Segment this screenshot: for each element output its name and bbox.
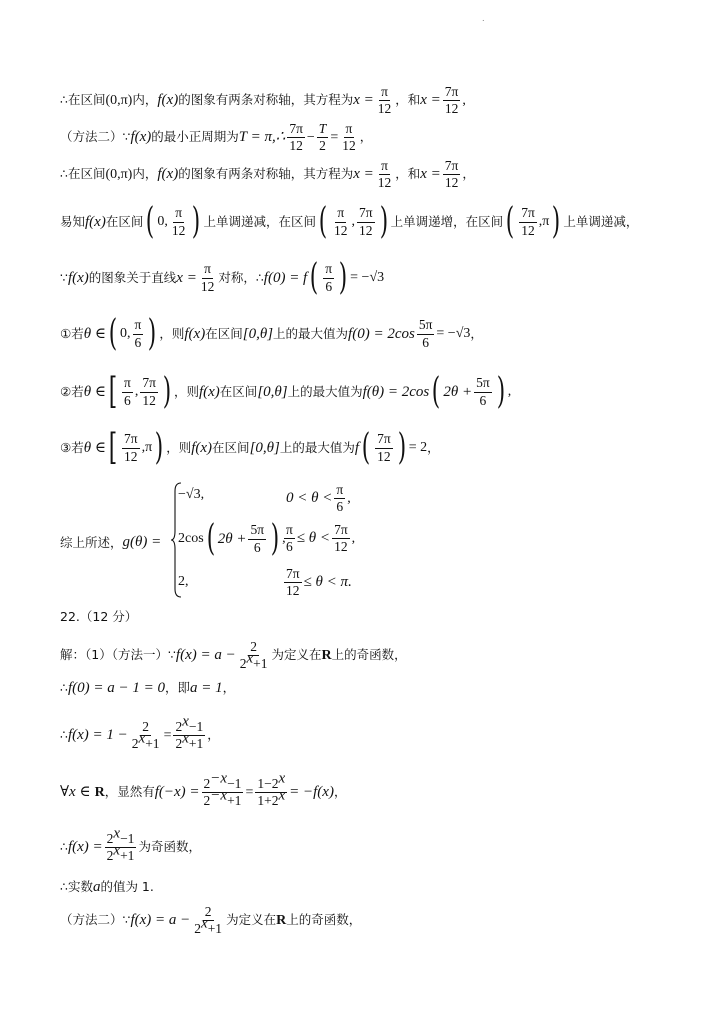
numerator: 7π xyxy=(287,122,305,138)
text: 的图象关于直线 xyxy=(88,269,177,285)
fraction xyxy=(519,206,537,237)
denominator: 12 xyxy=(289,138,303,154)
numerator: T xyxy=(317,122,329,138)
numerator: 7π xyxy=(140,376,158,392)
numerator: π xyxy=(173,206,184,222)
math: ∀x ∈ xyxy=(60,784,91,801)
line-5 xyxy=(60,257,385,298)
fraction xyxy=(317,122,329,153)
bracket-right: ) xyxy=(154,427,164,468)
text: ， xyxy=(359,129,373,145)
math: 2θ + xyxy=(443,383,473,400)
text: 解：（1）（方法一）∵ xyxy=(60,647,176,663)
math: f(0) = a − 1 = 0 xyxy=(67,680,165,696)
fraction xyxy=(105,825,137,864)
text: 易知 xyxy=(60,213,86,229)
base: 2 xyxy=(239,656,247,672)
text: （方法二）∵ xyxy=(60,129,131,145)
line-3 xyxy=(60,159,475,190)
base: 2 xyxy=(175,736,183,752)
q22-line-4 xyxy=(60,770,347,809)
denominator: 12 xyxy=(359,222,373,238)
denominator: 12 xyxy=(377,175,392,191)
text: 在区间 xyxy=(205,325,243,341)
numerator: π xyxy=(379,85,390,101)
math: x = xyxy=(353,92,374,109)
text: 为奇函数， xyxy=(138,839,201,855)
fraction xyxy=(332,523,350,554)
math: 0 < θ < xyxy=(286,490,333,507)
paren-right: ) xyxy=(338,257,348,298)
math: x = xyxy=(176,269,197,286)
line-2 xyxy=(60,122,372,153)
line-8 xyxy=(60,427,440,468)
math: , xyxy=(134,384,139,399)
numerator: 2 xyxy=(203,905,214,921)
exponent: x xyxy=(113,825,121,842)
math: x = xyxy=(420,166,441,183)
paren-left: ( xyxy=(361,427,371,468)
fraction xyxy=(443,159,461,190)
denominator: 12 xyxy=(334,539,348,555)
text: 的值为 1. xyxy=(100,879,154,895)
fraction xyxy=(323,262,334,293)
numerator: π xyxy=(284,523,295,539)
base: 2 xyxy=(175,719,183,734)
exponent: −x xyxy=(210,787,228,804)
paren-left: ( xyxy=(146,201,155,242)
math: f(x) = a − xyxy=(130,912,191,929)
math: a = 1 xyxy=(190,680,223,696)
text: 对称，∴ xyxy=(218,269,264,285)
math: ,π xyxy=(141,440,153,455)
text: ，即 xyxy=(164,680,190,696)
denominator xyxy=(192,915,224,937)
numerator: 7π xyxy=(443,85,461,101)
exponent: −x xyxy=(210,770,228,787)
numerator: 7π xyxy=(519,206,537,222)
math: −√3, xyxy=(178,487,205,502)
denominator: 12 xyxy=(124,448,138,464)
fraction xyxy=(287,122,305,153)
text: ∴实数 xyxy=(60,879,93,895)
text: 在区间 xyxy=(105,213,144,229)
text: ， xyxy=(207,727,220,743)
numerator: π xyxy=(344,122,355,138)
denominator: 6 xyxy=(325,278,333,294)
math: = 2 xyxy=(408,440,428,455)
question-22-heading xyxy=(60,611,137,624)
math: , xyxy=(282,531,286,546)
fraction xyxy=(357,206,375,237)
fraction xyxy=(199,262,217,293)
math: f(0) = f xyxy=(263,269,308,286)
math: , xyxy=(351,530,356,546)
tail: +1 xyxy=(207,921,223,937)
numerator: 2 xyxy=(140,720,151,736)
line-4 xyxy=(60,201,639,242)
denominator: 12 xyxy=(521,222,535,238)
denominator: 2 xyxy=(319,138,326,154)
math: g(θ) = xyxy=(122,533,162,550)
denominator: 6 xyxy=(253,539,261,555)
math: f(x) xyxy=(157,92,179,109)
numerator: 7π xyxy=(284,567,302,583)
text: ∵ xyxy=(60,269,68,285)
text: 上的最大值为 xyxy=(273,325,349,341)
math: , xyxy=(351,214,356,229)
tail: −1 xyxy=(227,776,242,791)
fraction xyxy=(122,432,140,463)
numerator: π xyxy=(122,376,133,392)
math: f(x) xyxy=(157,166,179,183)
numerator: π xyxy=(202,262,213,278)
case-2-condition xyxy=(282,523,355,554)
piecewise-summary xyxy=(60,481,460,601)
denominator: 12 xyxy=(444,101,459,117)
text: 上的最大值为 xyxy=(279,439,355,455)
paren-left: ( xyxy=(310,257,319,298)
text: ， xyxy=(462,166,475,182)
text: 在区间 xyxy=(212,439,250,455)
math: f(x) = a − xyxy=(175,647,236,664)
numerator: 2 xyxy=(248,640,259,656)
exponent: x xyxy=(278,787,286,804)
exponent: x xyxy=(278,770,286,787)
text: ∴ xyxy=(60,680,68,696)
text: 内， xyxy=(132,92,158,108)
text: ③若 xyxy=(60,439,84,455)
numerator: 7π xyxy=(375,432,393,448)
denominator xyxy=(173,730,205,752)
piecewise-label xyxy=(60,533,161,551)
denominator: 12 xyxy=(334,222,348,238)
text: ， xyxy=(333,784,347,800)
tail: +1 xyxy=(120,848,135,864)
denominator xyxy=(255,787,287,809)
q22-line-3 xyxy=(60,713,220,752)
text: ，和 xyxy=(395,92,421,108)
denominator: 12 xyxy=(444,175,459,191)
fraction xyxy=(443,85,461,116)
math: − xyxy=(306,129,315,145)
fraction xyxy=(474,376,492,407)
text: （方法二）∵ xyxy=(60,912,131,928)
fraction xyxy=(255,770,287,809)
exponent: x xyxy=(182,713,189,730)
math: (0,π) xyxy=(105,166,133,182)
math: f(θ) = 2cos xyxy=(362,383,430,400)
denominator: 6 xyxy=(479,392,487,408)
exponent: x xyxy=(201,915,208,932)
math: (0,π) xyxy=(105,92,133,108)
exponent: x xyxy=(182,730,189,747)
line-6 xyxy=(60,313,483,354)
denominator xyxy=(202,787,244,809)
numerator: 5π xyxy=(417,318,435,334)
numerator: π xyxy=(133,318,144,334)
case-3-condition xyxy=(282,567,352,598)
bracket-right: ) xyxy=(148,313,157,354)
line-1 xyxy=(60,85,466,116)
math: x = xyxy=(353,166,374,183)
math: T = π,∴ xyxy=(238,129,286,146)
numerator xyxy=(105,825,137,848)
base: 2 xyxy=(203,793,211,809)
base: 1+2 xyxy=(257,793,279,809)
numerator: 5π xyxy=(474,376,492,392)
paren-right: ) xyxy=(397,427,406,468)
paren-left: ( xyxy=(505,201,515,242)
denominator: 12 xyxy=(377,448,391,464)
math: 2, xyxy=(178,574,189,589)
math: 0, xyxy=(157,214,168,229)
math: f(x) xyxy=(85,213,106,230)
bracket-left: [ xyxy=(108,371,118,412)
denominator: 12 xyxy=(377,101,392,117)
text: , xyxy=(462,92,466,108)
math: f(x) xyxy=(184,325,206,342)
text: ①若 xyxy=(60,325,84,341)
fraction xyxy=(130,720,162,751)
q22-line-7 xyxy=(60,905,361,936)
math: a xyxy=(92,879,101,895)
math: = xyxy=(245,784,254,800)
numerator: π xyxy=(323,262,334,278)
text: ， xyxy=(470,325,483,341)
fraction xyxy=(332,206,350,237)
numerator: 7π xyxy=(357,206,375,222)
fraction xyxy=(375,432,393,463)
math: f(−x) = xyxy=(154,784,200,801)
paren-right: ) xyxy=(192,201,201,242)
math: f(x) xyxy=(130,129,152,146)
math: θ ∈ xyxy=(83,325,106,342)
text: ，则 xyxy=(159,325,185,341)
fraction xyxy=(376,159,394,190)
base: 2 xyxy=(106,848,114,864)
fraction xyxy=(133,318,144,349)
base: 2 xyxy=(203,776,211,791)
tail: −1 xyxy=(120,831,135,846)
q22-line-1 xyxy=(60,640,407,671)
tail: +1 xyxy=(227,793,242,809)
numerator: 7π xyxy=(122,432,140,448)
numerator: π xyxy=(335,206,346,222)
paren-right: ) xyxy=(270,518,280,559)
text: ②若 xyxy=(60,383,84,399)
math: f(0) = 2cos xyxy=(348,325,415,342)
tail: +1 xyxy=(188,736,204,752)
math: = −f(x) xyxy=(289,784,334,801)
base: 2 xyxy=(106,831,114,846)
denominator: 12 xyxy=(286,583,300,599)
fraction xyxy=(202,770,244,809)
case-1 xyxy=(178,487,204,503)
q22-line-6 xyxy=(60,880,154,895)
text: 内， xyxy=(132,166,158,182)
denominator: 12 xyxy=(171,222,186,238)
denominator: 12 xyxy=(200,278,215,294)
text: ， xyxy=(427,439,440,455)
page-dot: . xyxy=(482,14,485,23)
text: 的图象有两条对称轴，其方程为 xyxy=(178,166,354,182)
text: ∴在区间 xyxy=(60,166,106,182)
text: ， xyxy=(222,680,236,696)
fraction xyxy=(122,376,133,407)
paren-right: ) xyxy=(496,371,505,412)
denominator: 12 xyxy=(142,392,156,408)
base: 1−2 xyxy=(257,776,279,791)
text: 上单调递增，在区间 xyxy=(390,213,504,229)
exponent: x xyxy=(138,730,146,747)
q22-line-5 xyxy=(60,825,201,864)
text: 的图象有两条对称轴，其方程为 xyxy=(178,92,354,108)
paren-left: ( xyxy=(318,201,328,242)
math: ,π xyxy=(538,214,550,229)
math: θ ∈ xyxy=(83,439,106,456)
math: θ ∈ xyxy=(83,383,106,400)
fraction xyxy=(140,376,158,407)
denominator xyxy=(130,730,162,752)
paren-right: ) xyxy=(379,201,388,242)
math: f(x) xyxy=(191,439,213,456)
math: x = xyxy=(420,92,441,109)
text: 综上所述， xyxy=(60,535,123,550)
q22-line-2 xyxy=(60,681,235,696)
numerator: π xyxy=(334,483,345,499)
text: ，则 xyxy=(166,439,192,455)
math: , xyxy=(347,490,351,506)
math: f(x) xyxy=(198,383,220,400)
fraction xyxy=(173,713,205,752)
fraction xyxy=(340,122,358,153)
math: 2cos xyxy=(178,531,204,546)
text: 上的最大值为 xyxy=(287,383,363,399)
math: = xyxy=(330,129,339,145)
math: = −√3 xyxy=(436,326,471,341)
text: ，显然有 xyxy=(104,784,155,800)
denominator: 6 xyxy=(124,392,131,408)
text: 22.（12 分） xyxy=(60,609,138,624)
math: ≤ θ < π. xyxy=(303,574,352,591)
text: , xyxy=(507,384,512,399)
paren-right: ) xyxy=(552,201,561,242)
text: 为定义在 xyxy=(226,912,277,928)
denominator xyxy=(238,650,270,672)
math: [0,θ] xyxy=(249,439,280,456)
denominator xyxy=(105,842,137,864)
text: 上单调递减，在区间 xyxy=(203,213,316,229)
exponent: x xyxy=(246,650,254,667)
numerator: π xyxy=(379,159,390,175)
fraction xyxy=(192,905,224,936)
text: 为定义在 xyxy=(271,647,322,663)
fraction xyxy=(417,318,435,349)
reals-symbol: R xyxy=(94,784,105,800)
text: 上的奇函数， xyxy=(286,912,362,928)
math: f xyxy=(354,439,360,456)
fraction xyxy=(284,523,295,554)
numerator: 7π xyxy=(332,523,350,539)
fraction xyxy=(238,640,270,671)
base: 2 xyxy=(131,736,139,752)
fraction xyxy=(334,483,345,514)
tail: +1 xyxy=(253,656,268,672)
text: 的最小正周期为 xyxy=(151,129,239,145)
denominator: 6 xyxy=(286,539,293,555)
fraction xyxy=(248,523,266,554)
text: ∴ xyxy=(60,727,68,743)
math: [0,θ] xyxy=(242,325,274,342)
denominator: 6 xyxy=(336,499,344,515)
text: 上的奇函数， xyxy=(331,647,407,663)
bracket-left: ( xyxy=(108,313,118,354)
tail: −1 xyxy=(188,719,204,734)
numerator: 7π xyxy=(443,159,461,175)
numerator: 5π xyxy=(248,523,266,539)
denominator: 6 xyxy=(134,334,142,350)
math: 2θ + xyxy=(217,530,247,547)
case-1-condition xyxy=(286,483,351,514)
math: f(x) xyxy=(67,269,89,286)
line-7 xyxy=(60,371,512,412)
text: ∴ xyxy=(60,839,68,855)
text: 在区间 xyxy=(219,383,258,399)
math: 0, xyxy=(120,326,131,341)
denominator: 12 xyxy=(342,138,356,154)
math: = xyxy=(163,727,172,743)
base: 2 xyxy=(194,921,202,937)
math: f(x) = xyxy=(67,839,103,856)
exponent: x xyxy=(113,842,121,859)
math: = −√3 xyxy=(350,270,385,285)
text: 上单调递减， xyxy=(563,213,639,229)
bracket-left: [ xyxy=(108,427,118,468)
paren-left: ( xyxy=(206,518,215,559)
numerator xyxy=(173,713,205,736)
text: ∴在区间 xyxy=(60,92,106,108)
paren-left: ( xyxy=(432,371,441,412)
math: [0,θ] xyxy=(257,383,288,400)
case-3 xyxy=(178,574,189,590)
math: ≤ θ < xyxy=(296,530,331,547)
math: f(x) = 1 − xyxy=(67,727,128,744)
reals-symbol: R xyxy=(321,647,332,663)
text: ，和 xyxy=(395,166,421,182)
tail: +1 xyxy=(145,736,160,752)
fraction xyxy=(284,567,302,598)
bracket-right: ) xyxy=(162,371,172,412)
fraction xyxy=(170,206,188,237)
fraction xyxy=(376,85,394,116)
reals-symbol: R xyxy=(276,912,287,928)
denominator: 6 xyxy=(422,334,429,350)
text: ，则 xyxy=(173,383,199,399)
case-2 xyxy=(178,518,286,559)
